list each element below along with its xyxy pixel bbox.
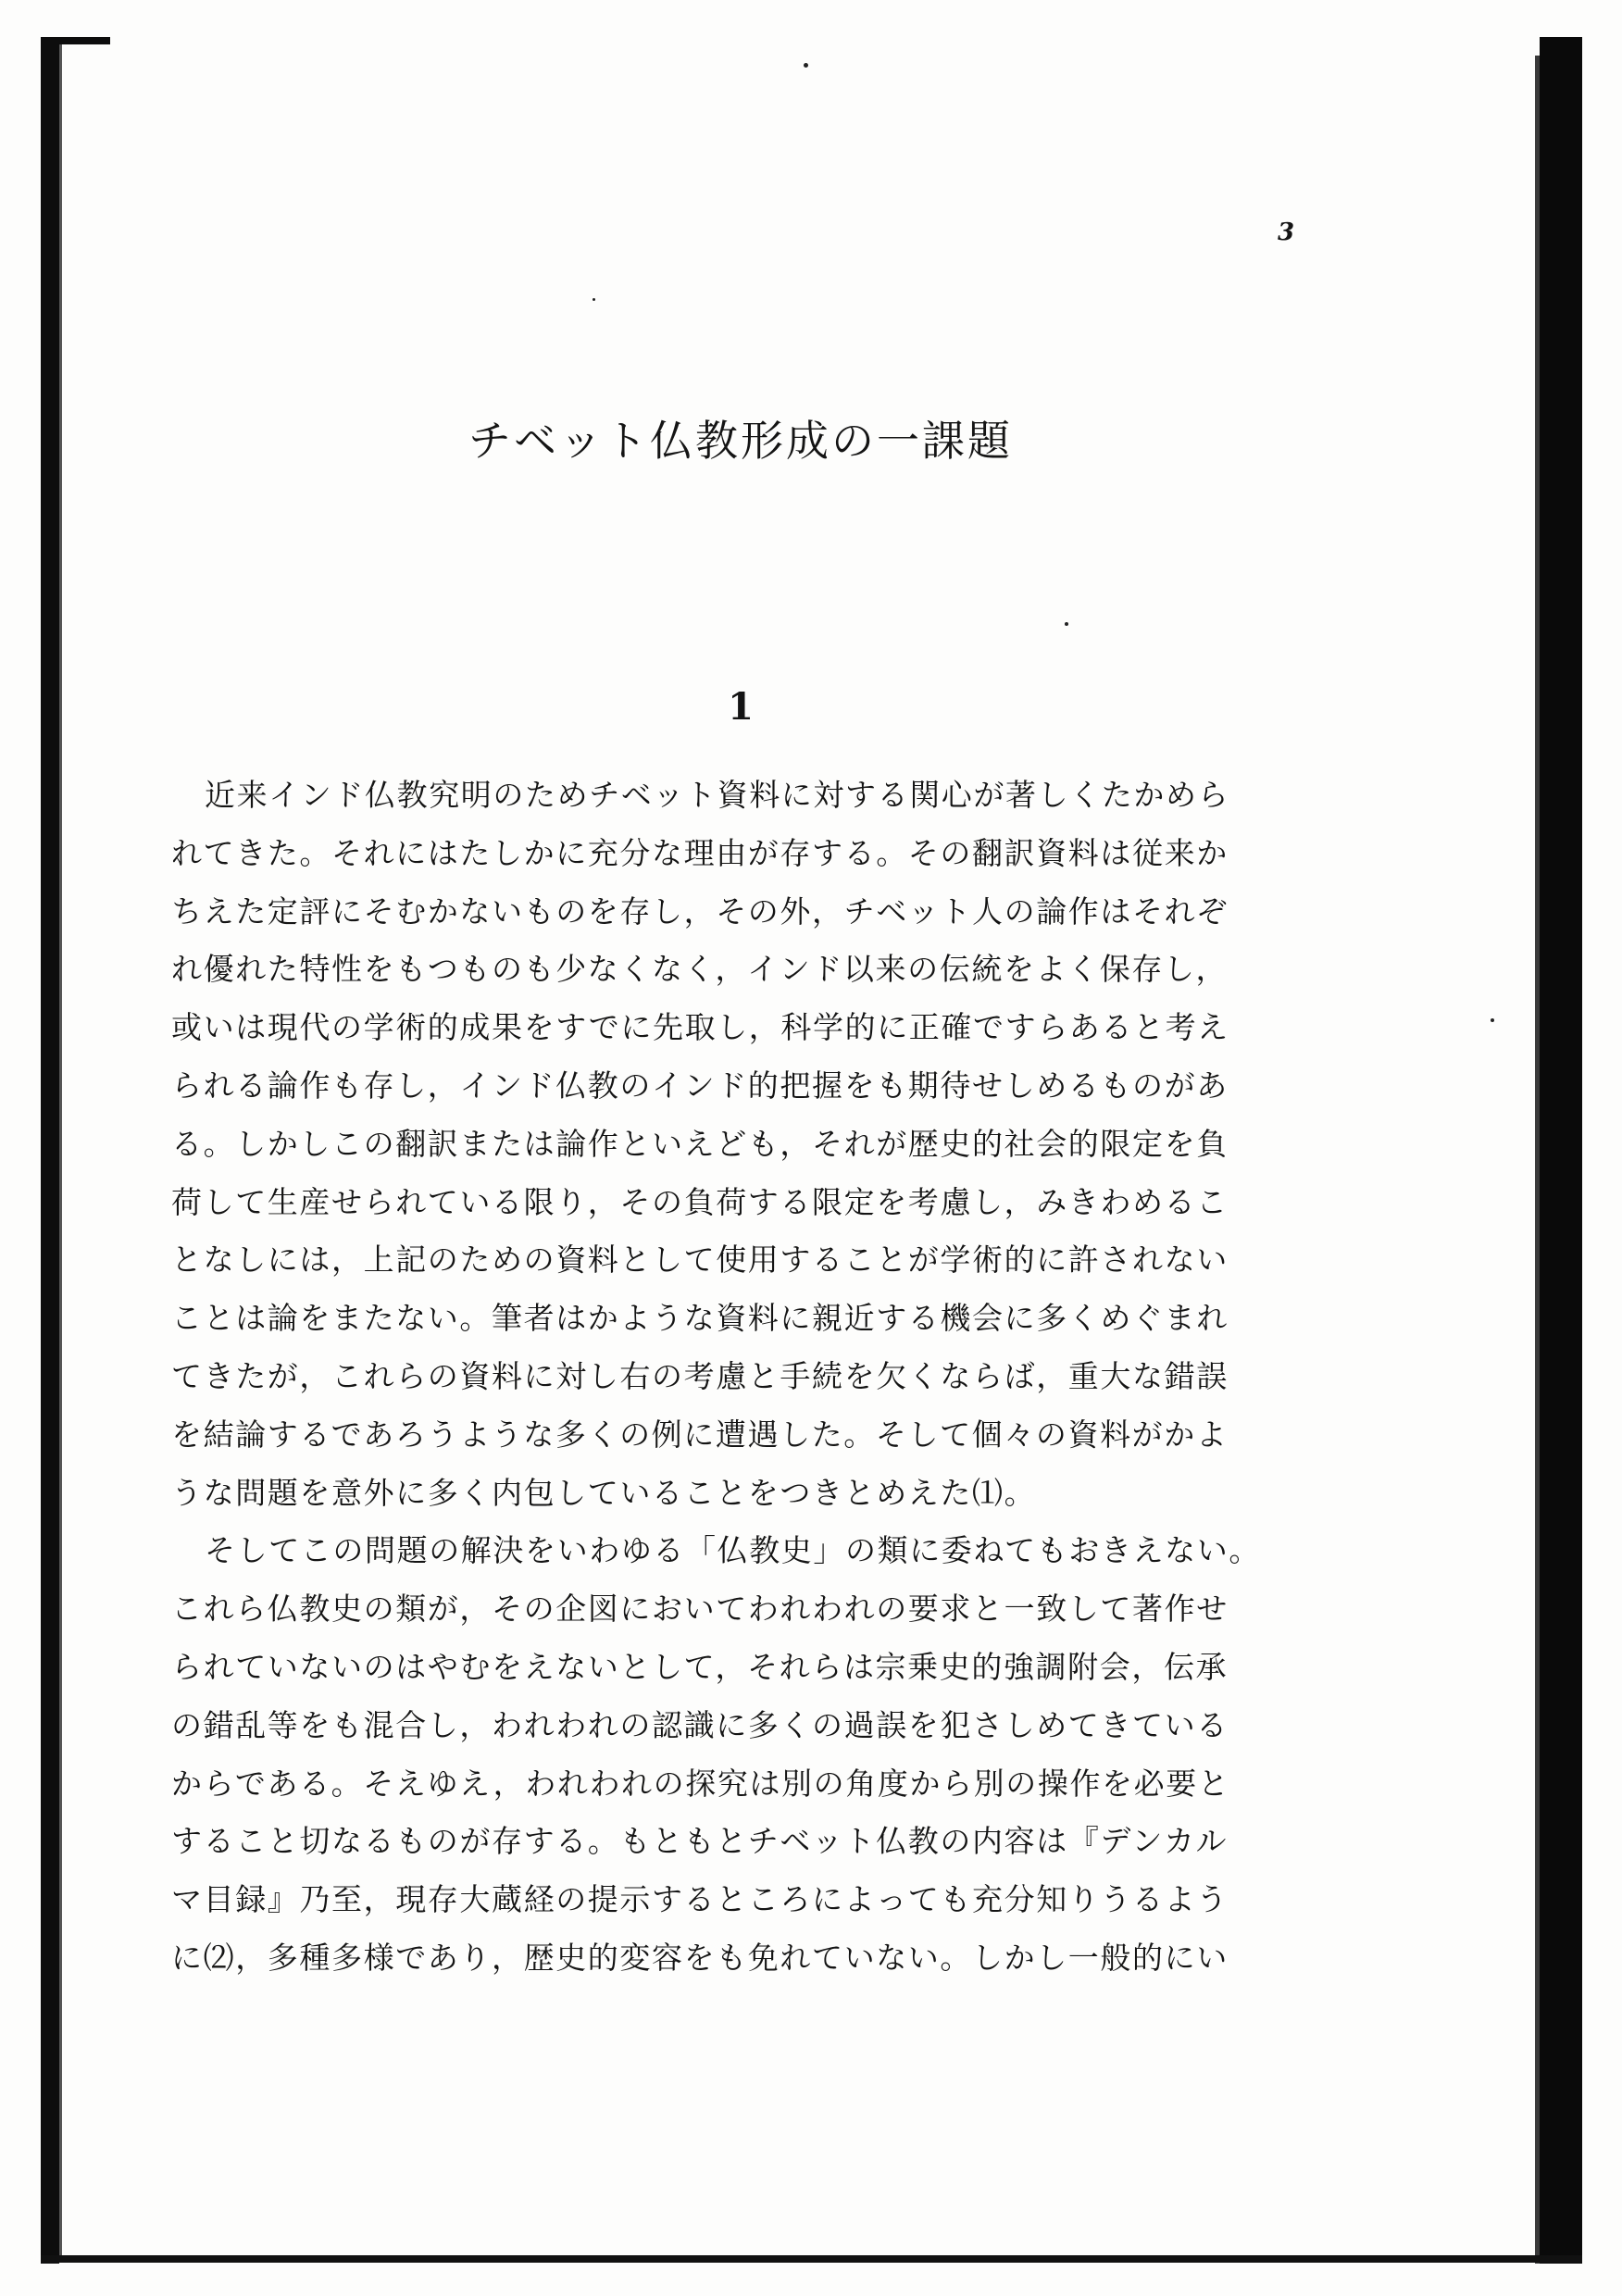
text-line: ことは論をまたない。筆者はかような資料に親近する機会に多くめぐまれ (171, 1300, 1229, 1337)
scan-border-top (41, 37, 110, 44)
text-line: る。しかしこの翻訳または論作といえども，それが歴史的社会的限定を負 (171, 1125, 1229, 1162)
text-line: うな問題を意外に多く内包していることをつきとめえた⑴。 (171, 1474, 1037, 1511)
text-line: これら仏教史の類が，その企図においてわれわれの要求と一致して著作せ (171, 1591, 1229, 1628)
text-line: てきたが，これらの資料に対し右の考慮と手続を欠くならば，重大な錯誤 (171, 1357, 1229, 1394)
text-line: すること切なるものが存する。もともとチベット仏教の内容は『デンカル (171, 1823, 1229, 1860)
scan-speck (804, 63, 808, 68)
scan-border-left (41, 37, 59, 2264)
scan-border-left-shadow (59, 44, 62, 2262)
page-number: 3 (1278, 218, 1295, 246)
scan-border-right (1540, 37, 1582, 2264)
scan-speck (593, 298, 595, 301)
text-line: れてきた。それにはたしかに充分な理由が存する。その翻訳資料は従来か (171, 834, 1229, 871)
text-line: 荷して生産せられている限り，その負荷する限定を考慮し，みきわめるこ (171, 1183, 1229, 1220)
scan-speck (1491, 1018, 1494, 1022)
page-title: チベット仏教形成の一課題 (468, 416, 1013, 466)
text-line: られていないのはやむをえないとして，それらは宗乗史的強調附会，伝承 (171, 1648, 1229, 1685)
text-line: そしてこの問題の解決をいわゆる「仏教史」の類に委ねてもおきえない。 (205, 1532, 1261, 1569)
body-text (171, 767, 1329, 1988)
text-line: マ目録』乃至，現存大蔵経の提示するところによっても充分知りうるよう (171, 1881, 1229, 1918)
text-line: られる論作も存し，インド仏教のインド的把握をも期待せしめるものがあ (171, 1067, 1229, 1104)
scan-border-right-shadow (1535, 56, 1540, 2264)
section-number: 1 (728, 685, 754, 729)
text-line: からである。そえゆえ，われわれの探究は別の角度から別の操作を必要と (171, 1765, 1230, 1802)
text-line: を結論するであろうような多くの例に遭遇した。そして個々の資料がかよ (171, 1416, 1229, 1453)
scan-speck (1065, 622, 1068, 626)
text-line: の錯乱等をも混合し，われわれの認識に多くの過誤を犯さしめてきている (171, 1706, 1229, 1743)
scan-border-bottom (41, 2255, 1582, 2263)
text-line: に⑵，多種多様であり，歴史的変容をも免れていない。しかし一般的にい (171, 1939, 1229, 1976)
text-line: 近来インド仏教究明のためチベット資料に対する関心が著しくたかめら (205, 777, 1230, 813)
text-line: 或いは現代の学術的成果をすでに先取し，科学的に正確ですらあると考え (171, 1009, 1229, 1046)
text-line: となしには，上記のための資料として使用することが学術的に許されない (171, 1242, 1229, 1279)
text-line: れ優れた特性をもつものも少なくなく，インド以来の伝統をよく保存し， (171, 951, 1229, 988)
text-line: ちえた定評にそむかないものを存し，その外，チベット人の論作はそれぞ (171, 892, 1229, 930)
